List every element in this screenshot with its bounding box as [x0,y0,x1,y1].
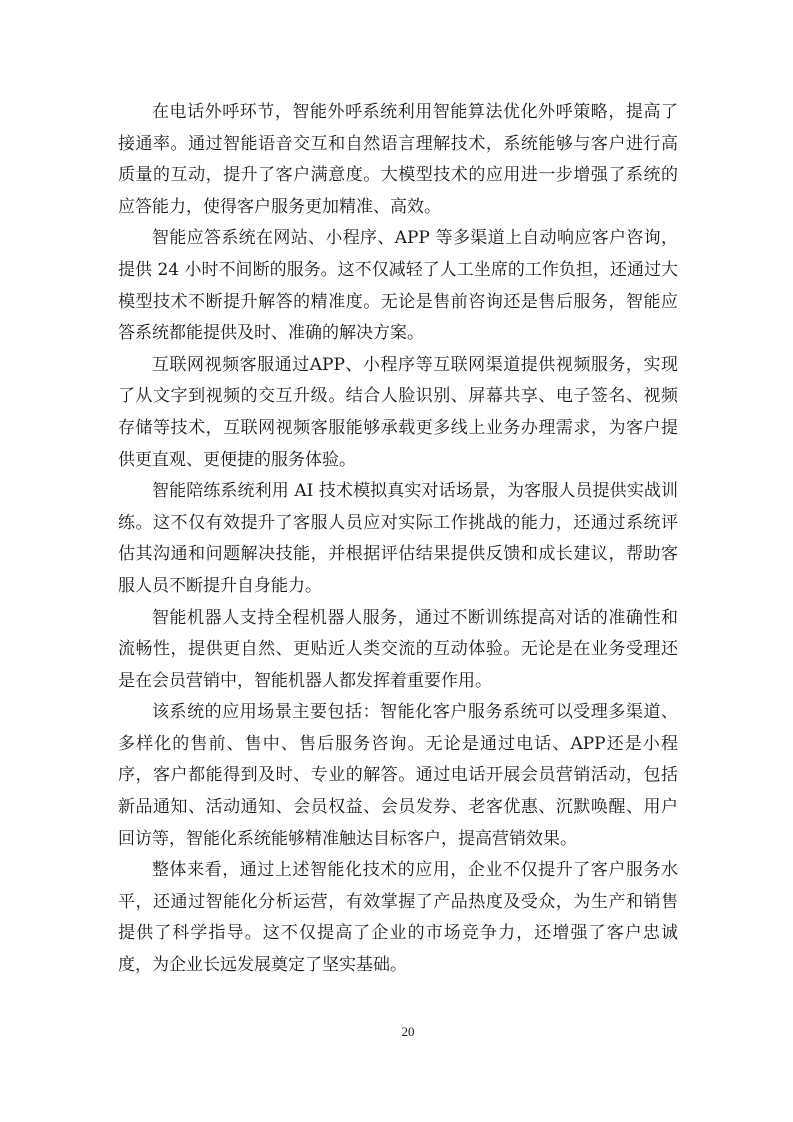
page-number: 20 [401,1024,415,1039]
paragraph-summary: 整体来看，通过上述智能化技术的应用，企业不仅提升了客户服务水平，还通过智能化分析运营，有效掌握了产品热度及受众，为生产和销售提供了科学指导。这不仅提高了企业的市场竞争力，还增强了客户忠诚度，为企业长远发展奠定了坚实基础。 [118,860,678,976]
paragraph-application-scenarios: 该系统的应用场景主要包括：智能化客户服务系统可以受理多渠道、多样化的售前、售中、售后服务咨询。无论是通过电话、APP还是小程序，客户都能得到及时、专业的解答。通过电话开展会员营销活动，包括新品通知、活动通知、会员权益、会员发券、老客优惠、沉默唤醒、用户回访等，智能化系统能够精准触达目标客户，提高营销效果。 [118,702,678,849]
paragraph-smart-robot: 智能机器人支持全程机器人服务，通过不断训练提高对话的准确性和流畅性，提供更自然、更贴近人类交流的互动体验。无论是在业务受理还是在会员营销中，智能机器人都发挥着重要作用。 [118,607,678,691]
paragraph-smart-answering: 智能应答系统在网站、小程序、APP 等多渠道上自动响应客户咨询，提供 24 小时不间断的服务。这不仅减轻了人工坐席的工作负担，还通过大模型技术不断提升解答的精准度。无论是售前咨询还是售后服务，智能应答系统都能提供及时、准确的解决方案。 [118,228,678,344]
paragraph-training-system: 智能陪练系统利用 AI 技术模拟真实对话场景，为客服人员提供实战训练。这不仅有效提升了客服人员应对实际工作挑战的能力，还通过系统评估其沟通和问题解决技能，并根据评估结果提供反馈和成长建议，帮助客服人员不断提升自身能力。 [118,481,678,596]
paragraph-video-service: 互联网视频客服通过APP、小程序等互联网渠道提供视频服务，实现了从文字到视频的交互升级。结合人脸识别、屏幕共享、电子签名、视频存储等技术，互联网视频客服能够承载更多线上业务办理需求，为客户提供更直观、更便捷的服务体验。 [118,354,678,470]
body-text [118,97,678,982]
paragraph-outbound-calls: 在电话外呼环节，智能外呼系统利用智能算法优化外呼策略，提高了接通率。通过智能语音交互和自然语言理解技术，系统能够与客户进行高质量的互动，提升了客户满意度。大模型技术的应用进一步增强了系统的应答能力，使得客户服务更加精准、高效。 [118,102,678,217]
